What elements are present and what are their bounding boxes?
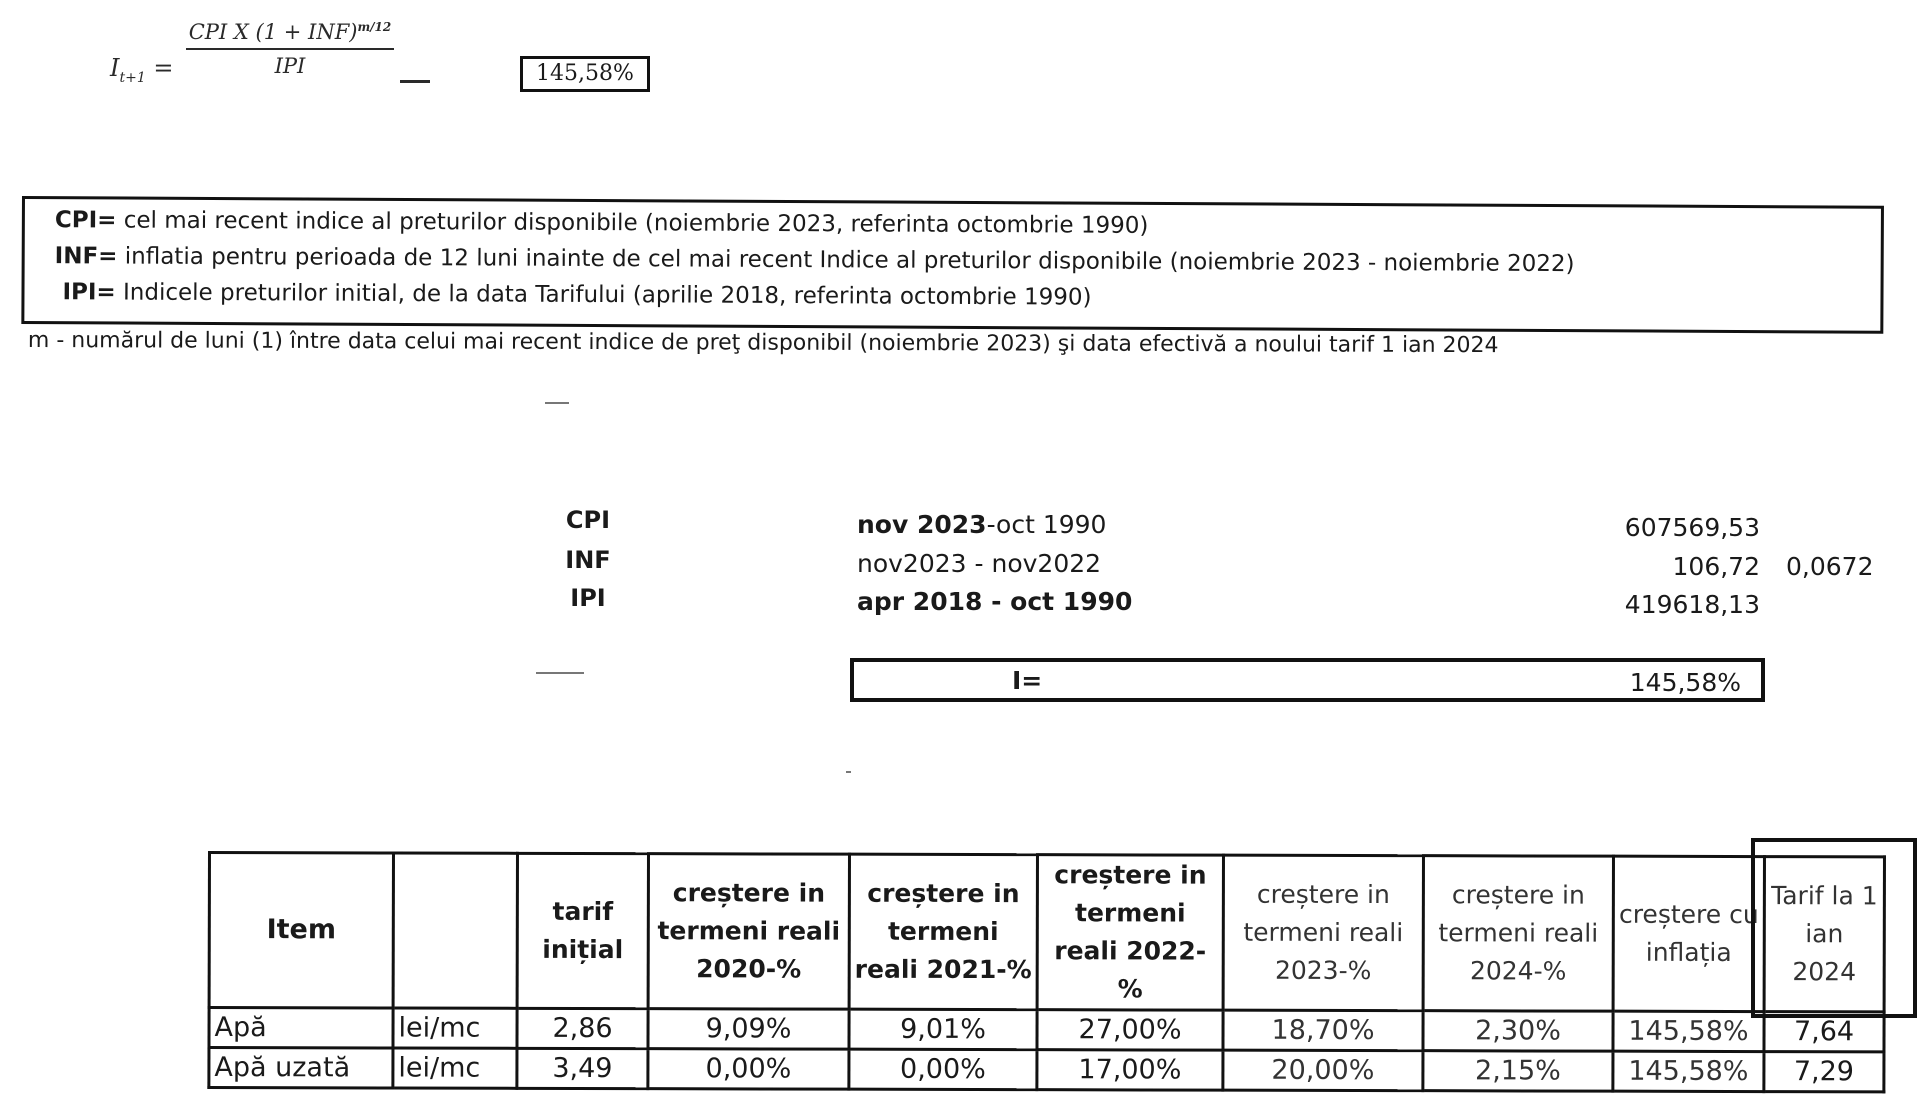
scan-speck: [536, 672, 584, 674]
cpi-value: 607569,53: [1624, 513, 1760, 542]
formula-lhs-subscript: t+1: [119, 69, 146, 86]
formula-denominator: IPI: [274, 54, 306, 78]
cpi-period-bold: nov 2023: [857, 510, 987, 539]
definition-cpi: [55, 207, 1149, 239]
table-header: creștere in termeni reali 2020-%: [648, 854, 849, 1010]
formula-result-box: 145,58%: [520, 56, 650, 92]
table-header: [393, 853, 517, 1008]
table-header: creștere in termeni reali 2023-%: [1223, 855, 1423, 1011]
formula-lhs: [110, 54, 174, 86]
table-cell: Apă uzată: [209, 1048, 393, 1088]
scan-speck: [846, 771, 851, 773]
table-cell: Apă: [209, 1008, 393, 1048]
inf-period: nov2023 - nov2022: [857, 549, 1102, 578]
table-cell: 17,00%: [1037, 1050, 1223, 1090]
months-note: m - numărul de luni (1) între data celui mai recent indice de preţ disponibil (noiembrie 2023) şi data efectivă a noului tarif 1 ian 2024: [27, 328, 1499, 359]
table-header: creștere in termeni reali 2021-%: [849, 854, 1037, 1009]
definitions-box: [21, 196, 1884, 334]
table-cell: 2,30%: [1423, 1011, 1613, 1051]
ipi-value: 419618,13: [1624, 590, 1760, 619]
cpi-label: CPI: [565, 506, 611, 534]
table-header-row: [209, 853, 1884, 1012]
ipi-label: IPI: [570, 584, 606, 612]
final-tariff-highlight-box: [1751, 838, 1917, 1018]
cpi-period-rest: -oct 1990: [986, 510, 1107, 539]
table-header: creștere in termeni reali 2024-%: [1423, 856, 1613, 1011]
definition-text: cel mai recent indice al preturilor disponibile (noiembrie 2023, referinta octombrie 1990): [123, 207, 1149, 239]
table-cell: lei/mc: [393, 1008, 517, 1048]
table-header: Item: [209, 853, 393, 1008]
table-header: tarif inițial: [517, 853, 648, 1008]
index-result-box: [850, 658, 1765, 702]
table-cell: 18,70%: [1223, 1010, 1423, 1051]
table-cell: 9,09%: [648, 1009, 849, 1050]
index-result-value: 145,58%: [1629, 668, 1741, 697]
table-cell: 0,00%: [648, 1049, 849, 1090]
formula-exponent: m/12: [357, 20, 392, 34]
table-row: [209, 1048, 1884, 1092]
inf-label: INF: [565, 546, 611, 574]
index-result-label: I=: [1012, 666, 1043, 695]
table-cell: 27,00%: [1037, 1010, 1223, 1050]
definition-inf: [55, 243, 1575, 277]
table-cell: 9,01%: [849, 1009, 1037, 1049]
table-cell: 7,29: [1764, 1052, 1884, 1092]
table-cell: lei/mc: [393, 1048, 517, 1088]
definition-term: IPI=: [62, 279, 116, 306]
formula-equals: =: [153, 54, 174, 82]
inf-decimal: 0,0672: [1786, 552, 1874, 581]
scan-speck: [545, 402, 569, 404]
definition-term: CPI=: [54, 207, 117, 234]
definition-text: Indicele preturilor initial, de la data Tarifului (aprilie 2018, referinta octombrie 1990): [122, 279, 1092, 311]
table-header: creștere in termeni reali 2022-%: [1037, 855, 1223, 1010]
table-cell: 145,58%: [1613, 1011, 1764, 1051]
formula-fraction: [180, 20, 400, 78]
formula-numerator: [180, 20, 400, 48]
formula-lhs-symbol: I: [110, 54, 120, 82]
table-cell: 2,86: [517, 1008, 648, 1048]
table-cell: 2,15%: [1423, 1051, 1613, 1091]
definition-text: inflatia pentru perioada de 12 luni inainte de cel mai recent Indice al preturilor disponibile (noiembrie 2023 - noiembrie 2022): [124, 243, 1575, 278]
definition-term: INF=: [54, 243, 118, 270]
table-header: creștere cu inflația: [1613, 856, 1764, 1011]
table-cell: 20,00%: [1223, 1050, 1423, 1091]
table-cell: 0,00%: [849, 1049, 1037, 1089]
definition-ipi: [62, 279, 1091, 310]
table-header: Tarif la 1 ian 2024: [1764, 857, 1884, 1012]
tariff-table: [207, 851, 1886, 1093]
formula-numerator-text: CPI X (1 + INF): [188, 20, 358, 44]
table-row: [209, 1008, 1884, 1052]
cpi-period: [857, 510, 1106, 539]
inf-value: 106,72: [1672, 552, 1760, 581]
table-cell: 7,64: [1764, 1012, 1884, 1052]
ipi-period: apr 2018 - oct 1990: [857, 587, 1133, 616]
table-cell: 3,49: [517, 1048, 648, 1088]
formula-result-equals: [400, 80, 430, 83]
table-cell: 145,58%: [1613, 1051, 1764, 1091]
